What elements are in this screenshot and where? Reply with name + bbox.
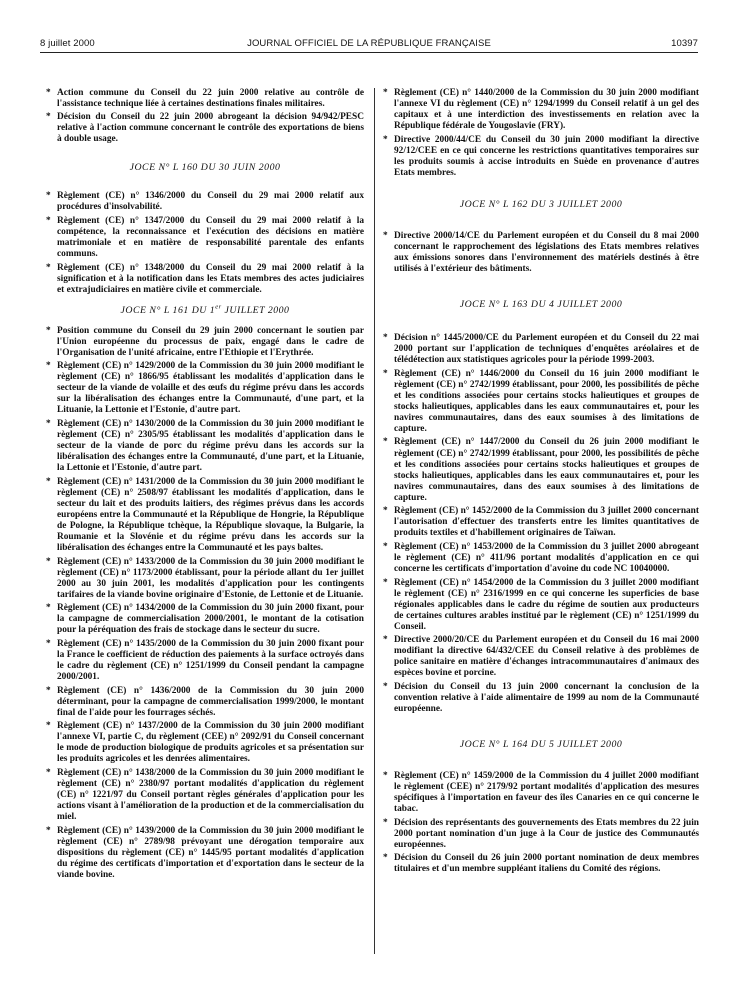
bullet-marker: *: [46, 191, 51, 202]
heading-text-end: JUILLET 2000: [221, 304, 290, 316]
list-item: [383, 771, 699, 815]
column-divider: [374, 88, 375, 954]
bullet-marker: *: [383, 437, 388, 448]
item-text: Règlement (CE) n° 1452/2000 de la Commission du 3 juillet 2000 concernant l'autorisation d'effectuer des transferts entre les limites quantitatives de produits textiles et d'habillement originaires de Taïwan.: [394, 506, 699, 539]
bullet-marker: *: [383, 681, 388, 692]
item-text: Règlement (CE) n° 1447/2000 du Conseil du 26 juin 2000 modifiant le règlement (CE) n° 2742/1999 établissant, pour 2000, les possibilités de pêche et les conditions associées pour certains stocks halieutiques et groupes de stocks halieutiques, applicables dans les eaux communautaires et, pour les navires communautaires, dans des eaux soumises à des limitations de capture.: [394, 437, 699, 503]
header-title: JOURNAL OFFICIEL DE LA RÉPUBLIQUE FRANÇAISE: [247, 38, 491, 49]
item-text: Directive 2000/44/CE du Conseil du 30 juin 2000 modifiant la directive 92/12/CEE en ce qui concerne les restrictions quantitatives temporaires sur les produits soumis à accise introduits en Suède en provenance d'autres Etats membres.: [394, 134, 699, 178]
list-item: [46, 768, 364, 823]
header-date: 8 juillet 2000: [40, 38, 95, 49]
bullet-marker: *: [46, 262, 51, 273]
bullet-marker: *: [383, 541, 388, 552]
item-text: Règlement (CE) n° 1431/2000 de la Commission du 30 juin 2000 modifiant le règlement (CE) n° 2508/97 établissant les modalités d'application, dans le secteur du lait et des produits laitiers, des régimes prévus dans les accords européens entre la Communauté et la République de Hongrie, la République de Pologne, la République tchèque, la République slovaque, la Bulgarie, la Roumanie et la Slovénie et du régime prévu dans les accords sur la libéralisation des échanges entre la Communauté et les pays baltes.: [57, 476, 364, 554]
list-item: [383, 369, 699, 435]
item-text: Règlement (CE) n° 1434/2000 de la Commission du 30 juin 2000 fixant, pour la campagne de commercialisation 2000/2001, le montant de la cotisation pour la péréquation des frais de stockage dans le secteur du sucre.: [57, 603, 364, 636]
bullet-marker: *: [46, 361, 51, 372]
bullet-marker: *: [383, 230, 388, 241]
heading-superscript: er: [215, 303, 222, 311]
bullet-marker: *: [383, 333, 388, 344]
bullet-marker: *: [46, 419, 51, 430]
list-item: [383, 333, 699, 366]
section-heading: JOCE N° L 164 DU 5 JUILLET 2000: [459, 739, 623, 751]
list-item: [383, 135, 699, 179]
section-heading: JOCE N° L 162 DU 3 JUILLET 2000: [459, 198, 623, 210]
bullet-marker: *: [383, 771, 388, 782]
bullet-marker: *: [383, 577, 388, 588]
bullet-marker: *: [383, 134, 388, 145]
list-item: [46, 826, 364, 881]
list-item: [383, 578, 699, 633]
section-heading: [46, 305, 364, 317]
bullet-marker: *: [383, 506, 388, 517]
item-text: Directive 2000/14/CE du Parlement européen et du Conseil du 8 mai 2000 concernant le rapprochement des législations des Etats membres relatives aux émissions sonores dans l'environnement des matériels destinés à être utilisés à l'extérieur des bâtiments.: [394, 230, 699, 275]
item-text: Règlement (CE) n° 1346/2000 du Conseil du 29 mai 2000 relatif aux procédures d'insolvabilité.: [57, 191, 364, 213]
item-text: Directive 2000/20/CE du Parlement européen et du Conseil du 16 mai 2000 modifiant la directive 64/432/CEE du Conseil relative à des problèmes de police sanitaire en matière d'échanges intracommunautaires d'animaux des espèces bovine et porcine.: [394, 635, 699, 679]
bullet-marker: *: [46, 721, 51, 732]
list-item: [383, 88, 699, 132]
list-item: [46, 263, 364, 296]
item-text: Règlement (CE) n° 1430/2000 de la Commission du 30 juin 2000 modifiant le règlement (CE) n° 2305/95 établissant les modalités d'application dans le secteur de la viande de porc du régime prévu dans les accords sur la libéralisation des échanges entre la Communauté, d'une part, et la Lituanie, la Lettonie et l'Estonie, d'autre part.: [57, 419, 364, 474]
list-item: [46, 639, 364, 683]
bullet-marker: *: [46, 88, 51, 98]
list-item: [46, 112, 364, 145]
item-text: Décision du Conseil du 22 juin 2000 abrogeant la décision 94/942/PESC relative à l'action commune concernant le contrôle des exportations de biens à double usage.: [57, 112, 364, 145]
bullet-marker: *: [46, 825, 51, 836]
item-text: Règlement (CE) n° 1439/2000 de la Commission du 30 juin 2000 modifiant le règlement (CE) n° 2789/98 prévoyant une dérogation temporaire aux dispositions du règlement (CE) n° 1445/95 portant modalités d'application du régime des certificats d'importation et d'exportation dans le secteur de la viande bovine.: [57, 825, 364, 880]
page-header: [40, 36, 698, 52]
item-text: Règlement (CE) n° 1438/2000 de la Commission du 30 juin 2000 modifiant le règlement (CE) n° 2380/97 portant modalités d'application du règlement (CE) n° 1221/97 du Conseil portant règles générales d'application pour les actions visant à l'amélioration de la production et de la commercialisation du miel.: [57, 767, 364, 823]
list-item: [46, 191, 364, 213]
bullet-marker: *: [46, 215, 51, 226]
list-item: [383, 818, 699, 851]
heading-text: JOCE N° L 161 DU 1: [120, 304, 216, 316]
list-item: [46, 686, 364, 719]
item-text: Règlement (CE) n° 1348/2000 du Conseil du 29 mai 2000 relatif à la signification et à la notification dans les Etats membres des actes judiciaires et extrajudiciaires en matière civile et commerciale.: [57, 262, 364, 295]
bullet-marker: *: [383, 853, 388, 864]
bullet-marker: *: [46, 638, 51, 649]
bullet-marker: *: [46, 476, 51, 487]
bullet-marker: *: [46, 556, 51, 567]
bullet-marker: *: [383, 817, 388, 828]
header-rule: [40, 52, 698, 53]
list-item: [46, 361, 364, 416]
item-text: Règlement (CE) n° 1433/2000 de la Commission du 30 juin 2000 modifiant le règlement (CE) n° 1173/2000 établissant, pour la période allant du 1er juillet 2000 au 30 juin 2001, les modalités d'application pour les contingents tarifaires de la viande bovine originaire d'Estonie, de Lettonie et de Lituanie.: [57, 556, 364, 600]
list-item: [383, 853, 699, 875]
list-item: [46, 603, 364, 636]
list-item: [46, 216, 364, 260]
item-text: Décision des représentants des gouvernements des Etats membres du 22 juin 2000 portant nomination d'un juge à la Cour de justice des Communautés européennes.: [394, 817, 699, 850]
item-text: Règlement (CE) n° 1453/2000 de la Commission du 3 juillet 2000 abrogeant le règlement (CE) n° 411/96 portant modalités d'application en ce qui concerne les certificats d'importation d'avoine du code NC 10040000.: [394, 541, 699, 574]
list-item: [383, 437, 699, 503]
list-item: [46, 88, 364, 110]
item-text: Position commune du Conseil du 29 juin 2000 concernant le soutien par l'Union européenne du processus de paix, engagé dans le cadre de l'Organisation de l'unité africaine, entre l'Ethiopie et l'Erythrée.: [57, 325, 364, 358]
item-text: Décision du Conseil du 13 juin 2000 concernant la conclusion de la convention relative à l'aide alimentaire de 1999 au nom de la Communauté européenne.: [394, 681, 699, 715]
left-column: [46, 88, 364, 883]
bullet-marker: *: [46, 685, 51, 696]
item-text: Règlement (CE) n° 1446/2000 du Conseil du 16 juin 2000 modifiant le règlement (CE) n° 2742/1999 établissant, pour 2000, les possibilités de pêche et les conditions associées pour certains stocks halieutiques et groupes de stocks halieutiques, applicables dans les eaux communautaires et, pour les navires communautaires, dans des eaux soumises à des limitations de capture.: [394, 368, 699, 434]
section-heading: JOCE N° L 160 DU 30 JUIN 2000: [129, 162, 281, 174]
list-item: [46, 419, 364, 474]
item-text: Action commune du Conseil du 22 juin 2000 relative au contrôle de l'assistance technique liée à certaines destinations finales militaires.: [57, 88, 364, 110]
list-item: [383, 635, 699, 679]
list-item: [46, 721, 364, 765]
bullet-marker: *: [46, 112, 51, 123]
item-text: Décision du Conseil du 26 juin 2000 portant nomination de deux membres titulaires et d'un membre suppléant italiens du Comité des régions.: [394, 853, 699, 875]
list-item: [383, 542, 699, 575]
item-text: Règlement (CE) n° 1429/2000 de la Commission du 30 juin 2000 modifiant le règlement (CE) n° 1866/95 établissant les modalités d'application dans le secteur de la viande de volaille et des œufs du régime prévu dans les accords sur la libéralisation des échanges entre la Communauté, d'une part, et la Lituanie, la Lettonie et l'Estonie, d'autre part.: [57, 361, 364, 416]
list-item: [46, 477, 364, 554]
page-number: 10397: [671, 38, 698, 49]
list-item: [383, 682, 699, 715]
item-text: Règlement (CE) n° 1459/2000 de la Commission du 4 juillet 2000 modifiant le règlement (CEE) n° 2179/92 portant modalités d'application des mesures spécifiques à l'importation en faveur des îles Canaries en ce qui concerne le tabac.: [394, 771, 699, 815]
bullet-marker: *: [383, 368, 388, 379]
item-text: Règlement (CE) n° 1435/2000 de la Commission du 30 juin 2000 fixant pour la France le coefficient de réduction des paiements à la surface octroyés dans le cadre du règlement (CE) n° 1251/1999 du Conseil pendant la campagne 2000/2001.: [57, 638, 364, 683]
bullet-marker: *: [46, 767, 51, 778]
item-text: Règlement (CE) n° 1436/2000 de la Commission du 30 juin 2000 déterminant, pour la campagne de commercialisation 1999/2000, le montant final de l'aide pour les fourrages séchés.: [57, 685, 364, 718]
item-text: Règlement (CE) n° 1454/2000 de la Commission du 3 juillet 2000 modifiant le règlement (CE) n° 2316/1999 en ce qui concerne les superficies de base régionales applicables dans le cadre du régime de soutien aux producteurs de certaines cultures arables institué par le règlement (CE) n° 1251/1999 du Conseil.: [394, 577, 699, 632]
item-text: Règlement (CE) n° 1437/2000 de la Commission du 30 juin 2000 modifiant l'annexe VI, partie C, du règlement (CEE) n° 2092/91 du Conseil concernant le mode de production biologique de produits agricoles et sa présentation sur les produits agricoles et les denrées alimentaires.: [57, 721, 364, 765]
item-text: Règlement (CE) n° 1440/2000 de la Commission du 30 juin 2000 modifiant l'annexe VI du règlement (CE) n° 1294/1999 du Conseil relatif à un gel des capitaux et à une interdiction des investissements en relation avec la République fédérale de Yougoslavie (FRY).: [394, 88, 699, 132]
list-item: [46, 557, 364, 601]
section-heading: JOCE N° L 163 DU 4 JUILLET 2000: [459, 299, 623, 311]
item-text: Règlement (CE) n° 1347/2000 du Conseil du 29 mai 2000 relatif à la compétence, la reconnaissance et l'exécution des décisions en matière matrimoniale et en matière de responsabilité parentale des enfants communs.: [57, 215, 364, 259]
list-item: [383, 231, 699, 275]
bullet-marker: *: [383, 635, 388, 646]
bullet-marker: *: [46, 325, 51, 336]
bullet-marker: *: [46, 603, 51, 614]
bullet-marker: *: [383, 88, 388, 98]
right-column: [383, 88, 699, 878]
list-item: [46, 326, 364, 359]
item-text: Décision n° 1445/2000/CE du Parlement européen et du Conseil du 22 mai 2000 portant sur l'application de techniques d'enquêtes aréolaires et de télédétection aux statistiques agricoles pour la période 1999-2003.: [394, 333, 699, 366]
list-item: [383, 506, 699, 539]
